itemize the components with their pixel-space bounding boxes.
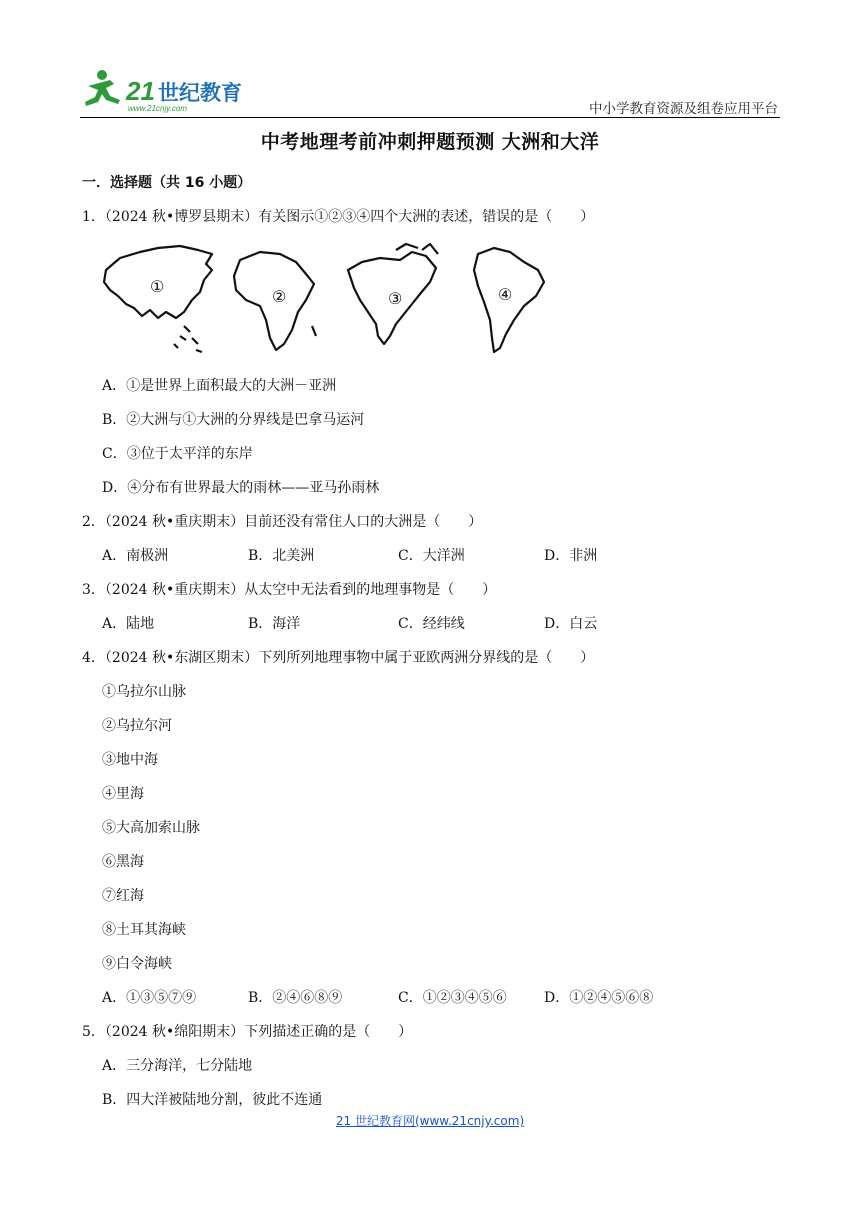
list-item: ③地中海 (102, 752, 158, 768)
svg-text:21: 21 (126, 76, 155, 106)
header-divider (80, 117, 780, 118)
list-item: ⑨白令海峡 (102, 956, 172, 972)
option-c: C．③位于太平洋的东岸 (102, 446, 253, 462)
option-a: A．①是世界上面积最大的大洲－亚洲 (102, 378, 337, 394)
list-item: ⑧土耳其海峡 (102, 922, 186, 938)
question-stem: 2．（2024 秋•重庆期末）目前还没有常住人口的大洲是（ ） (82, 514, 483, 530)
section-heading: 一．选择题（共 16 小题） (82, 175, 252, 191)
map-label-1: ① (150, 277, 165, 296)
option-b: B．②④⑥⑧⑨ (248, 990, 343, 1006)
option-d: D．④分布有世界最大的雨林——亚马孙雨林 (102, 480, 380, 496)
map-label-4: ④ (498, 285, 513, 304)
option-b: B．②大洲与①大洲的分界线是巴拿马运河 (102, 412, 365, 428)
site-logo (80, 66, 250, 114)
list-item: ①乌拉尔山脉 (102, 684, 186, 700)
option-row (102, 613, 702, 633)
footer-link[interactable]: 21 世纪教育网(www.21cnjy.com) (335, 1114, 525, 1128)
map-label-3: ③ (388, 289, 403, 308)
option-a: A．①③⑤⑦⑨ (102, 990, 197, 1006)
option-row (102, 987, 702, 1007)
option-b: B．海洋 (248, 616, 301, 632)
list-item: ⑤大高加索山脉 (102, 820, 200, 836)
svg-text:世纪教育: 世纪教育 (158, 81, 242, 105)
option-c: C．①②③④⑤⑥ (398, 990, 507, 1006)
continent-maps (100, 240, 560, 358)
svg-text:www.21cnjy.com: www.21cnjy.com (128, 104, 187, 113)
option-row (102, 545, 702, 565)
option-a: A．陆地 (102, 616, 155, 632)
map-label-2: ② (272, 287, 287, 306)
option-d: D．非洲 (544, 548, 598, 564)
question-stem: 5．（2024 秋•绵阳期末）下列描述正确的是（ ） (82, 1024, 413, 1040)
question-stem: 3．（2024 秋•重庆期末）从太空中无法看到的地理事物是（ ） (82, 582, 497, 598)
list-item: ②乌拉尔河 (102, 718, 172, 734)
question-stem: 1．（2024 秋•博罗县期末）有关图示①②③④四个大洲的表述，错误的是（ ） (82, 209, 595, 225)
option-d: D．①②④⑤⑥⑧ (544, 990, 654, 1006)
option-a: A．南极洲 (102, 548, 169, 564)
header-tagline: 中小学教育资源及组卷应用平台 (589, 101, 778, 117)
option-b: B．四大洋被陆地分割，彼此不连通 (102, 1092, 323, 1108)
option-c: C．大洋洲 (398, 548, 465, 564)
option-d: D．白云 (544, 616, 598, 632)
list-item: ④里海 (102, 786, 144, 802)
page-header (80, 66, 780, 118)
option-a: A．三分海洋，七分陆地 (102, 1058, 253, 1074)
page-footer (0, 1112, 860, 1129)
page-title: 中考地理考前冲刺押题预测 大洲和大洋 (260, 131, 600, 153)
question-stem: 4．（2024 秋•东湖区期末）下列所列地理事物中属于亚欧两洲分界线的是（ ） (82, 650, 595, 666)
option-b: B．北美洲 (248, 548, 315, 564)
option-c: C．经纬线 (398, 616, 465, 632)
list-item: ⑥黑海 (102, 854, 144, 870)
list-item: ⑦红海 (102, 888, 144, 904)
